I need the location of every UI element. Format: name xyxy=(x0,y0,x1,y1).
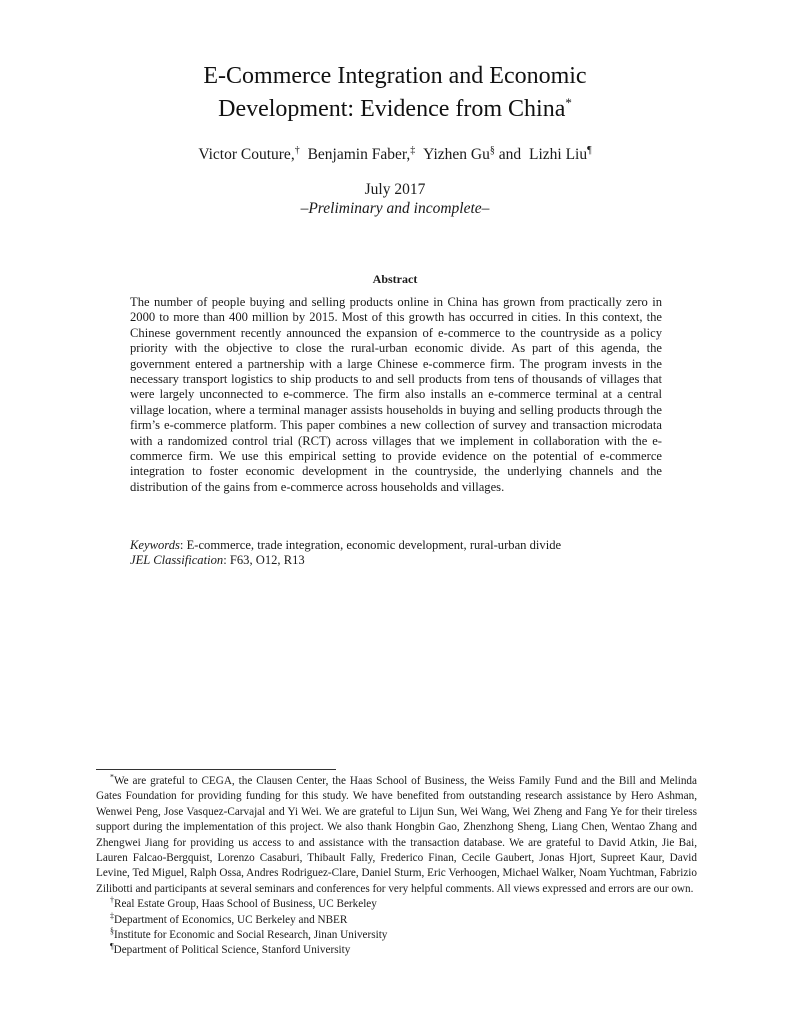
footnote-affiliation xyxy=(96,928,697,943)
abstract-heading: Abstract xyxy=(372,272,418,286)
paper-date: July 2017 xyxy=(364,181,426,198)
title-footnote-mark: * xyxy=(565,95,572,110)
author-sep: and xyxy=(494,146,522,163)
author-name: Benjamin Faber xyxy=(307,146,407,163)
footnote-text: Department of Economics, UC Berkeley and NBER xyxy=(114,913,348,926)
author-sep: , xyxy=(406,146,411,163)
author-mark: § xyxy=(489,144,495,156)
author-list xyxy=(100,145,690,165)
footnote-mark: * xyxy=(110,772,114,782)
title-line-2 xyxy=(140,93,650,126)
author-name: Yizhen Gu xyxy=(423,146,490,163)
footnote-affiliation xyxy=(96,943,697,958)
abstract-text: The number of people buying and selling products online in China has grown from practically zero in 2000 to more than 400 million by 2015. Most of this growth has occurred in cities. In this context, the Chinese government recently announced the expansion of e-commerce to the countryside as a policy priority with the objective to close the rural-urban economic divide. As part of this agenda, the government entered a partnership with a large Chinese e-commerce firm. The program invests in the necessary transport logistics to ship products to and sell products from tens of thousands of villages that were largely unconnected to e-commerce. The firm also installs an e-commerce terminal at a central village location, where a terminal manager assists households in buying and selling products through the firm’s e-commerce platform. This paper combines a new collection of survey and transaction microdata with a randomized control trial (RCT) across villages that we implement in collaboration with the e-commerce firm. We use this empirical setting to provide evidence on the potential of e-commerce integration to foster economic development in the countryside, the underlying channels and the distribution of the gains from e-commerce across households and villages. xyxy=(130,295,662,494)
paper-status: –Preliminary and incomplete– xyxy=(300,200,490,217)
footnote-text: Institute for Economic and Social Research, Jinan University xyxy=(114,929,388,942)
footnote-text: Department of Political Science, Stanford University xyxy=(113,944,351,957)
author xyxy=(529,146,592,163)
keywords-line: Keywords: E-commerce, trade integration, economic development, rural-urban divide xyxy=(130,538,562,552)
footnote-acknowledgements xyxy=(96,774,697,897)
author-sep: , xyxy=(290,146,295,163)
footnote-mark: † xyxy=(110,895,114,905)
author-mark: † xyxy=(294,144,300,156)
keywords-value: E-commerce, trade integration, economic development, rural-urban divide xyxy=(186,538,562,552)
keywords-label: Keywords xyxy=(130,538,180,552)
author xyxy=(308,146,416,163)
footnote-affiliation xyxy=(96,910,697,928)
footnote-mark: ‡ xyxy=(110,910,114,920)
author-name: Lizhi Liu xyxy=(529,146,588,163)
jel-line: JEL Classification: F63, O12, R13 xyxy=(130,553,305,568)
jel-value: F63, O12, R13 xyxy=(229,553,305,568)
author-mark: ¶ xyxy=(587,144,592,156)
author xyxy=(198,146,299,163)
footnote-text: We are grateful to CEGA, the Clausen Center, the Haas School of Business, the Weiss Family Fund and the Bill and Melinda Gates Foundation for providing funding for this study. We have benefited from outstanding research assistance by Hero Ashman, Wenwei Peng, Jose Vasquez-Carvajal and Yi Wei. We are grateful to Lijun Sun, Wei Wang, Wei Zheng and Fang Ye for their tireless support during the implementation of this project. We also thank Hongbin Gao, Zhenzhong Sheng, Liang Chen, Wentao Zhang and Zhengwei Jiang for providing us access to and assistance with the transaction database. We are grateful to David Atkin, Jie Bai, Lauren Falcao-Bergquist, Lorenzo Casaburi, Thibault Fally, Frederico Finan, Cecile Gaubert, Jonas Hjort, Supreet Kaur, David Levine, Ted Miguel, Ralph Ossa, Andres Rodriguez-Clare, Daniel Sturm, Eric Verhoogen, Michael Walker, Noam Yuchtman, Fabrizio Zilibotti and participants at several seminars and conferences for very helpful comments. All views expressed and errors are our own. xyxy=(96,775,697,895)
footnote-mark: § xyxy=(110,926,114,936)
title-line-1: E-Commerce Integration and Economic xyxy=(203,63,587,89)
author xyxy=(423,146,521,163)
title-line-2-text: Development: Evidence from China xyxy=(218,96,566,122)
footnote-rule xyxy=(96,769,336,770)
paper-title xyxy=(140,60,650,126)
keywords-block xyxy=(130,538,662,569)
footnote-mark: ¶ xyxy=(110,941,114,951)
author-name: Victor Couture xyxy=(198,146,291,163)
footnote-text: Real Estate Group, Haas School of Business, UC Berkeley xyxy=(114,898,377,911)
footnotes xyxy=(96,774,697,959)
jel-label: JEL Classification xyxy=(130,553,224,568)
author-mark: ‡ xyxy=(410,144,416,156)
footnote-affiliation xyxy=(96,897,697,912)
